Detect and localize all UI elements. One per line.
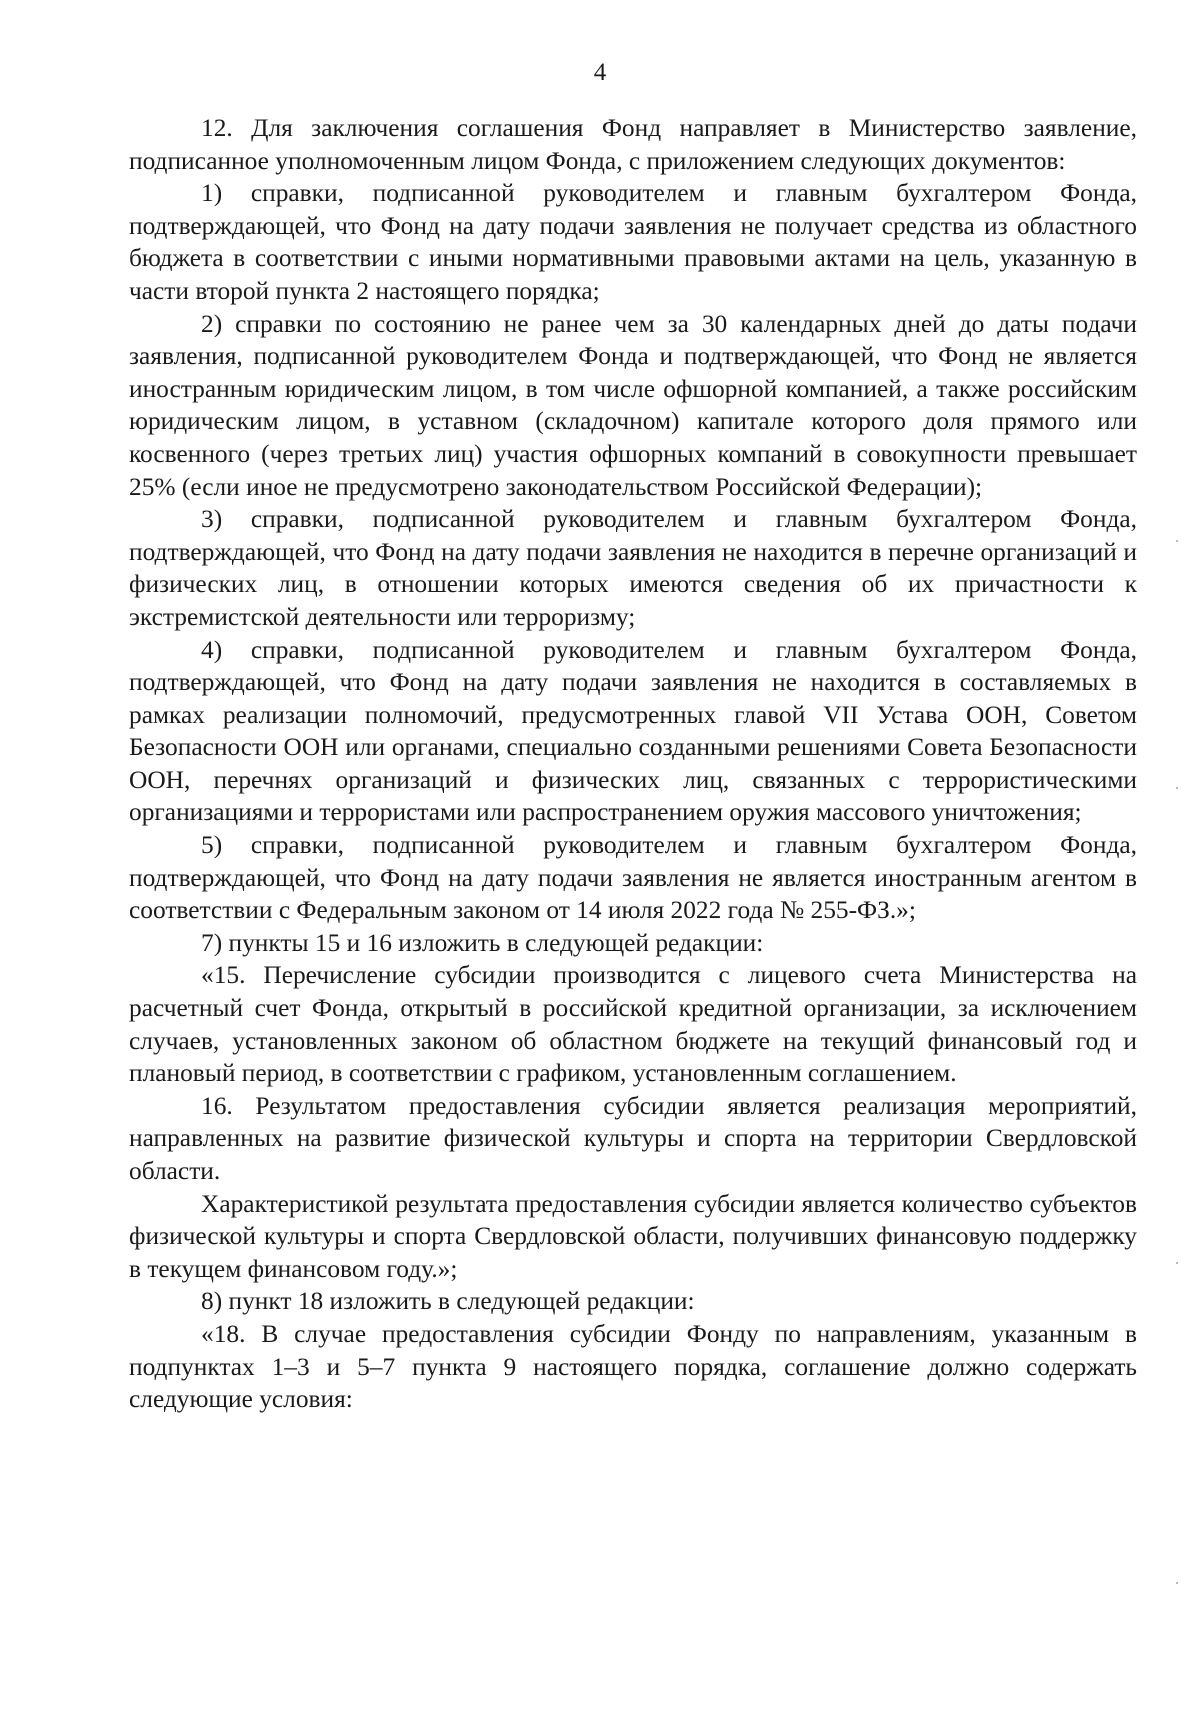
paragraph-item-1: 1) справки, подписанной руководителем и главным бухгалтером Фонда, подтверждающей, что Фонд на дату подачи заявления не получает средства из областного бюджета в соответствии с иными нормативными правовыми актами на цель, указанную в части второй пункта 2 настоящего порядка; — [129, 179, 1137, 305]
paragraph-item-2: 2) справки по состоянию не ранее чем за 30 календарных дней до даты подачи заявления, подписанной руководителем Фонда и подтверждающей, что Фонд не является иностранным юридическим лицом, в том числе офшорной компанией, а также российским юридическим лицом, в уставном (складочном) капитале которого доля прямого или косвенного (через третьих лиц) участия офшорных компаний в совокупности превышает 25% (если иное не предусмотрено законодательством Российской Федерации); — [129, 309, 1137, 501]
scan-artifact-dot — [1176, 787, 1178, 789]
paragraph-12-application: 12. Для заключения соглашения Фонд направляет в Министерство заявление, подписанное уполномоченным лицом Фонда, с приложением следующих документов: — [129, 114, 1137, 175]
paragraph-amendment-8: 8) пункт 18 изложить в следующей редакции: — [201, 1287, 695, 1316]
scan-artifact-dot — [1176, 1262, 1178, 1264]
paragraph-16-result: 16. Результатом предоставления субсидии является реализация мероприятий, направленных на развитие физической культуры и спорта на территории Свердловской области. — [129, 1091, 1137, 1185]
scan-artifact-dot — [1176, 540, 1178, 542]
paragraph-item-5: 5) справки, подписанной руководителем и главным бухгалтером Фонда, подтверждающей, что Фонд на дату подачи заявления не является иностранным агентом в соответствии с Федеральным законом от 14 июля 2022 года № 255-ФЗ.»; — [129, 831, 1137, 925]
paragraph-15-transfer: «15. Перечисление субсидии производится с лицевого счета Министерства на расчетный счет Фонда, открытый в российской кредитной организации, за исключением случаев, установленных законом об областном бюджете на текущий финансовый год и плановый период, в соответствии с графиком, установленным соглашением. — [129, 961, 1137, 1088]
page-number: 4 — [593, 59, 607, 86]
paragraph-item-3: 3) справки, подписанной руководителем и главным бухгалтером Фонда, подтверждающей, что Фонд на дату подачи заявления не находится в перечне организаций и физических лиц, в отношении которых имеются сведения об их причастности к экстремистской деятельности или терроризму; — [129, 505, 1137, 631]
paragraph-amendment-7: 7) пункты 15 и 16 изложить в следующей редакции: — [201, 928, 764, 957]
paragraph-item-4: 4) справки, подписанной руководителем и главным бухгалтером Фонда, подтверждающей, что Фонд на дату подачи заявления не находится в составляемых в рамках реализации полномочий, предусмотренных главой VII Устава ООН, Советом Безопасности ООН или органами, специально созданными решениями Совета Безопасности ООН, перечнях организаций и физических лиц, связанных с террористическими организациями и террористами или распространением оружия массового уничтожения; — [129, 635, 1137, 827]
scan-artifact-dot — [1176, 1582, 1178, 1584]
paragraph-result-characteristic: Характеристикой результата предоставления субсидии является количество субъектов физической культуры и спорта Свердловской области, получивших финансовую поддержку в текущем финансовом году.»; — [129, 1189, 1137, 1283]
document-body — [129, 112, 1137, 1416]
paragraph-18-conditions: «18. В случае предоставления субсидии Фонду по направлениям, указанным в подпунктах 1–3 и 5–7 пункта 9 настоящего порядка, соглашение должно содержать следующие условия: — [129, 1319, 1137, 1414]
